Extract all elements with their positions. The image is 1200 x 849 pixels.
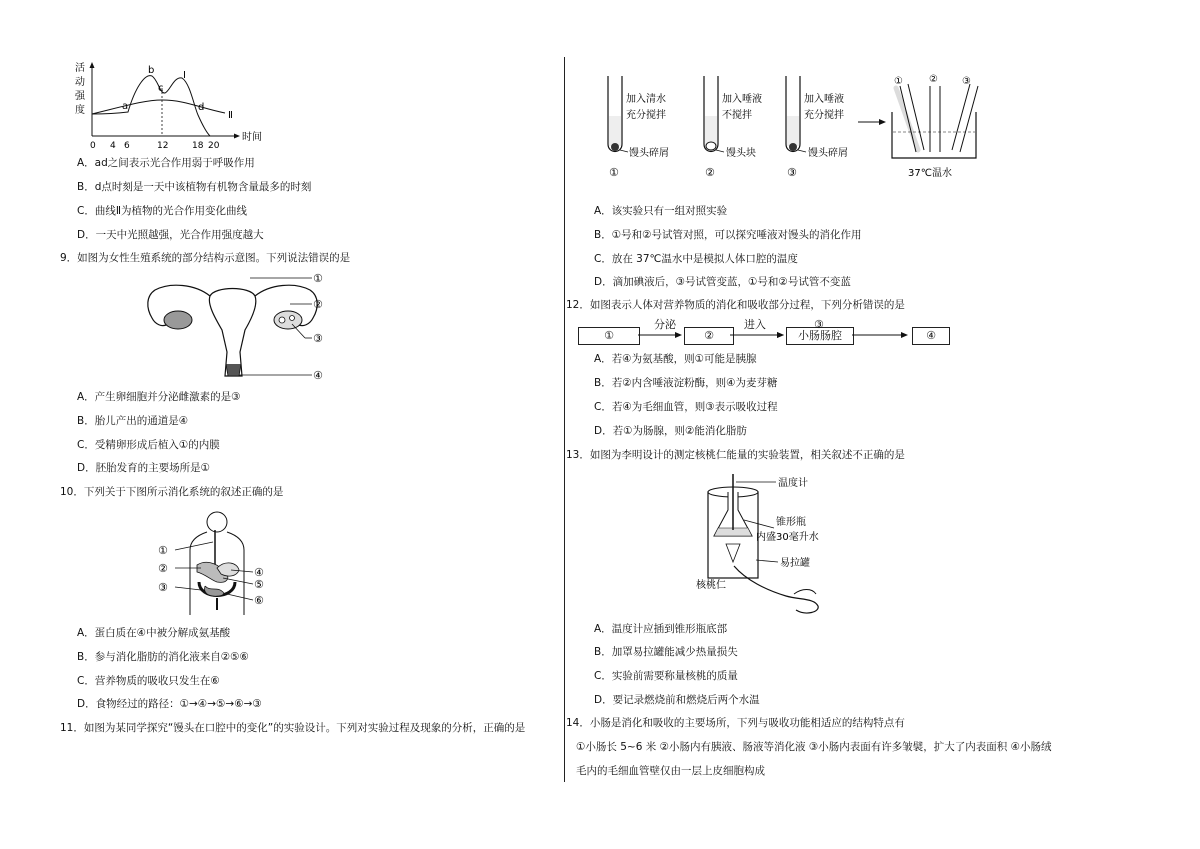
q11-stem: 11．如图为某同学探究“馒头在口腔中的变化”的实验设计。下列对实验过程及现象的分析，正确的是 [60, 722, 526, 734]
graph-ylabel-2: 动 [75, 77, 85, 88]
bath-num-1: ① [894, 76, 903, 87]
q13-option-d: D．要记录燃烧前和燃烧后两个水温 [594, 694, 760, 706]
flow-box-1: ① [578, 327, 640, 345]
q11-option-b: B．①号和②号试管对照，可以探究唾液对馒头的消化作用 [594, 229, 862, 241]
q13-thermometer-label: 温度计 [778, 478, 808, 489]
q13-option-c: C．实验前需要称量核桃的质量 [594, 670, 738, 682]
flow-arrow-3-label: ③ [814, 318, 824, 331]
graph-ylabel-1: 活 [75, 63, 85, 74]
q13-option-a: A．温度计应插到锥形瓶底部 [594, 623, 728, 635]
q10-label-3: ③ [158, 581, 168, 594]
q9-label-2: ② [313, 298, 323, 311]
flow-box-2: ② [684, 327, 734, 345]
right-column [566, 0, 1200, 849]
q10-label-2: ② [158, 562, 168, 575]
q9-option-b: B．胎儿产出的通道是④ [77, 415, 189, 427]
q12-option-a: A．若④为氨基酸，则①可能是胰腺 [594, 353, 757, 365]
q12-option-c: C．若④为毛细血管，则③表示吸收过程 [594, 401, 778, 413]
tube1-bottom: 馒头碎屑 [629, 148, 669, 159]
graph-xlabel: 时间 [242, 132, 262, 143]
tube1-line2: 充分搅拌 [626, 110, 666, 121]
q13-flask-label-2: 内盛30毫升水 [756, 532, 819, 543]
tube2-bottom: 馒头块 [726, 148, 756, 159]
q13-nut-label: 核桃仁 [696, 580, 726, 591]
q12-stem: 12．如图表示人体对营养物质的消化和吸收部分过程，下列分析错误的是 [566, 299, 905, 311]
q10-option-d: D．食物经过的路径：①→④→⑤→⑥→③ [77, 698, 262, 710]
q11-option-d: D．滴加碘液后，③号试管变蓝，①号和②号试管不变蓝 [594, 276, 851, 288]
q13-flask-label-1: 锥形瓶 [776, 517, 806, 528]
flow-box-4: ④ [912, 327, 950, 345]
graph-curve-1: I [183, 70, 186, 81]
graph-tick-0: 0 [90, 141, 96, 151]
q8-option-b: B．d点时刻是一天中该植物有机物含量最多的时刻 [77, 181, 312, 193]
graph-point-c: c [158, 83, 164, 94]
graph-tick-4: 4 [110, 141, 116, 151]
q11-option-a: A．该实验只有一组对照实验 [594, 205, 728, 217]
tube2-line2: 不搅拌 [722, 110, 752, 121]
q14-line-1: ①小肠长 5~6 米 ②小肠内有胰液、肠液等消化液 ③小肠内表面有许多皱襞，扩大了内表面积 ④小肠绒 [576, 741, 1052, 753]
graph-point-d: d [198, 102, 205, 113]
q9-stem: 9．如图为女性生殖系统的部分结构示意图。下列说法错误的是 [60, 252, 351, 264]
flow-box-3: 小肠肠腔 [786, 327, 854, 345]
q9-option-a: A．产生卵细胞并分泌雌激素的是③ [77, 391, 241, 403]
q8-option-d: D．一天中光照越强，光合作用强度越大 [77, 229, 264, 241]
q10-option-c: C．营养物质的吸收只发生在⑥ [77, 675, 220, 687]
graph-point-a: a [122, 101, 129, 112]
q11-experiment-figure [596, 72, 1016, 182]
left-column [0, 0, 565, 849]
graph-tick-20: 20 [208, 141, 220, 151]
tube3-line1: 加入唾液 [804, 94, 844, 105]
q8-option-c: C．曲线Ⅱ为植物的光合作用变化曲线 [77, 205, 247, 217]
q13-can-label: 易拉罐 [780, 558, 810, 569]
graph-tick-12: 12 [157, 141, 169, 151]
tube2-line1: 加入唾液 [722, 94, 762, 105]
tube2-num: ② [705, 166, 715, 179]
graph-tick-6: 6 [124, 141, 130, 151]
q9-label-4: ④ [313, 369, 323, 382]
graph-curve-2: Ⅱ [228, 110, 233, 121]
q8-option-a: A．ad之间表示光合作用弱于呼吸作用 [77, 157, 255, 169]
q12-option-b: B．若②内含唾液淀粉酶，则④为麦芽糖 [594, 377, 778, 389]
tube3-line2: 充分搅拌 [804, 110, 844, 121]
q10-option-a: A．蛋白质在④中被分解成氨基酸 [77, 627, 231, 639]
q9-option-d: D．胚胎发育的主要场所是① [77, 462, 210, 474]
q11-option-c: C．放在 37℃温水中是模拟人体口腔的温度 [594, 253, 798, 265]
tube3-num: ③ [787, 166, 797, 179]
q13-apparatus-figure [696, 470, 856, 620]
q9-label-1: ① [313, 272, 323, 285]
q14-line-2: 毛内的毛细血管壁仅由一层上皮细胞构成 [576, 765, 765, 777]
bath-num-2: ② [929, 74, 938, 85]
q14-stem: 14．小肠是消化和吸收的主要场所，下列与吸收功能相适应的结构特点有 [566, 717, 905, 729]
graph-tick-18: 18 [192, 141, 204, 151]
q10-digestive-figure [155, 510, 275, 620]
q13-option-b: B．加罩易拉罐能减少热量损失 [594, 646, 738, 658]
tube1-num: ① [609, 166, 619, 179]
q9-option-c: C．受精卵形成后植入①的内膜 [77, 439, 220, 451]
q8-activity-graph [70, 58, 280, 153]
flow-arrow-2-label: 进入 [744, 318, 766, 331]
flow-arrow-3 [852, 317, 912, 347]
graph-ylabel-4: 度 [75, 105, 85, 116]
tube3-bottom: 馒头碎屑 [808, 148, 848, 159]
q9-label-3: ③ [313, 332, 323, 345]
tube1-line1: 加入清水 [626, 94, 666, 105]
q10-option-b: B．参与消化脂肪的消化液来自②⑤⑥ [77, 651, 249, 663]
bath-num-3: ③ [962, 76, 971, 87]
q10-label-4: ④ [254, 566, 264, 579]
q10-label-6: ⑥ [254, 594, 264, 607]
bath-label: 37℃温水 [908, 168, 952, 179]
q13-stem: 13．如图为李明设计的测定核桃仁能量的实验装置，相关叙述不正确的是 [566, 449, 905, 461]
flow-arrow-1-label: 分泌 [654, 318, 676, 331]
graph-point-b: b [148, 65, 155, 76]
q9-reproductive-figure [140, 268, 340, 386]
q12-option-d: D．若①为肠腺，则②能消化脂肪 [594, 425, 747, 437]
graph-ylabel-3: 强 [75, 91, 85, 102]
q10-label-5: ⑤ [254, 578, 264, 591]
q10-stem: 10．下列关于下图所示消化系统的叙述正确的是 [60, 486, 284, 498]
q10-label-1: ① [158, 544, 168, 557]
